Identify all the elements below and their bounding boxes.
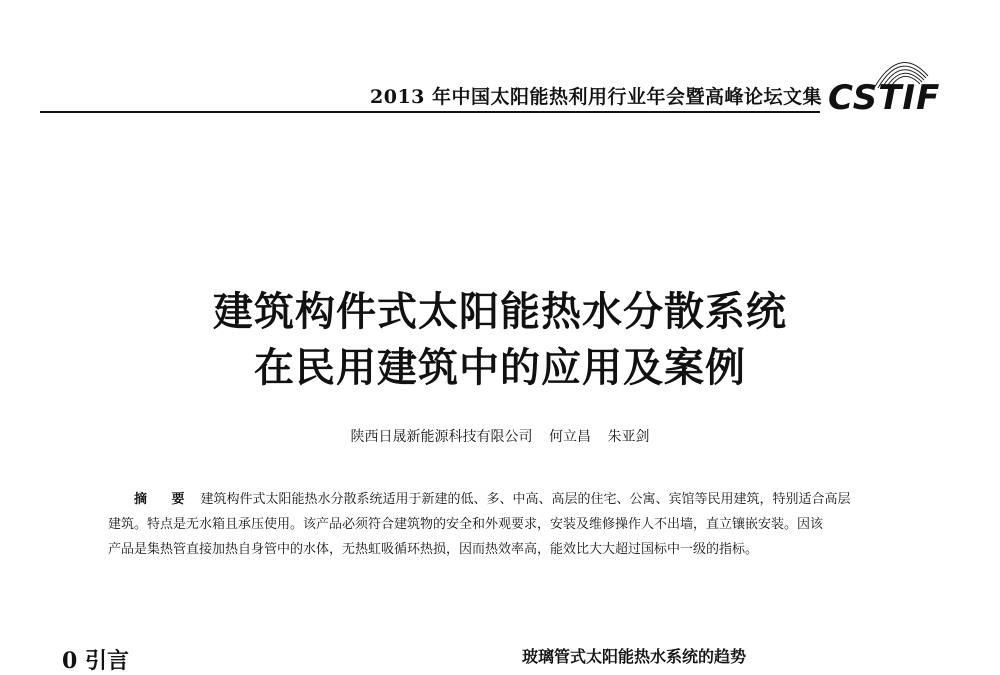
section-heading-intro: 0 引言 — [62, 648, 129, 674]
author-name: 何立昌 — [549, 429, 591, 445]
abstract-line: 产品是集热管直接加热自身管中的水体，无热虹吸循环热损，因而热效率高，能效比大大超过国标中一级的指标。 — [108, 542, 759, 557]
proceedings-title: 2013 年中国太阳能热利用行业年会暨高峰论坛文集 — [370, 86, 822, 108]
paper-title-line-2: 在民用建筑中的应用及案例 — [254, 344, 746, 391]
logo-text: CSTIF — [828, 78, 941, 118]
affiliation: 陕西日晟新能源科技有限公司 — [350, 429, 533, 445]
abstract-label: 摘 要 — [134, 492, 195, 507]
abstract-line — [108, 487, 892, 512]
abstract-line: 建筑。特点是无水箱且承压使用。该产品必须符合建筑物的安全和外观要求，安装及维修操作人不出墙，直立镶嵌安装。因该 — [108, 517, 824, 532]
author-name: 朱亚剑 — [607, 429, 650, 445]
author-line — [0, 426, 1000, 446]
paper-title-line-1: 建筑构件式太阳能热水分散系统 — [213, 288, 787, 335]
abstract-text: 建筑构件式太阳能热水分散系统适用于新建的低、多、中高、高层的住宅、公寓、宾馆等民用建筑，特别适合高层 — [200, 492, 851, 507]
abstract — [108, 487, 892, 562]
header-rule — [40, 111, 820, 113]
section-heading-trend: 玻璃管式太阳能热水系统的趋势 — [522, 647, 747, 666]
cstif-logo — [828, 50, 978, 120]
